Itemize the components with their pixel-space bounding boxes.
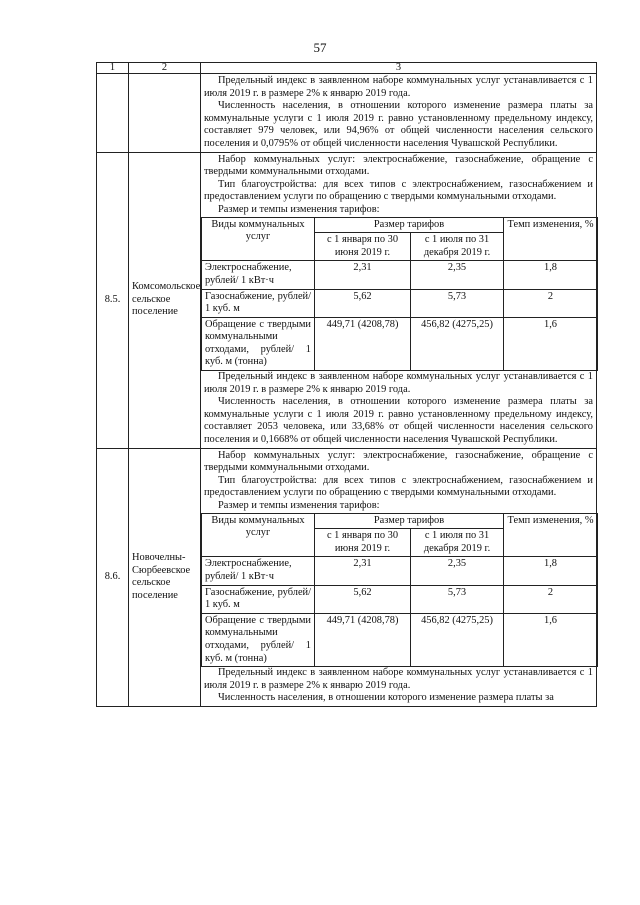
tariff-rate: 1,8 [504,557,598,585]
settlement-name [129,74,201,153]
tariff-header-size: Размер тарифов [315,513,504,529]
tariff-header-kinds: Виды коммунальных услуг [202,513,315,557]
settlement-name: Комсомольское сельское поселение [129,152,201,448]
settlement-row [97,448,597,706]
tariff-header-period-1: с 1 января по 30 июня 2019 г. [315,529,411,557]
tariff-header-period-2: с 1 июля по 31 декабря 2019 г. [411,233,504,261]
tariff-header-size: Размер тарифов [315,217,504,233]
settlement-description [201,448,597,706]
tariff-service: Газоснабжение, рублей/ 1 куб. м [202,585,315,613]
tariff-row [202,557,598,585]
row-number: 8.5. [97,152,129,448]
paragraph: Численность населения, в отношении которого изменение размера платы за коммунальные услуги с 1 июля 2019 г. равно установленному предельному индексу, составляет 2053 человека, или 33,68% от общей численности населения сельского поселения и 0,1668% от общей численности населения Чувашской Республики. [204,396,593,446]
tariff-row [202,613,598,666]
tariff-value-period-1: 5,62 [315,585,411,613]
tariff-header-rate: Темп изменения, % [504,513,598,557]
paragraph: Предельный индекс в заявленном наборе коммунальных услуг устанавливается с 1 июля 2019 г. в размере 2% к январю 2019 года. [204,667,593,691]
tariff-table [201,217,598,372]
tariff-value-period-2: 5,73 [411,585,504,613]
tariff-value-period-2: 456,82 (4275,25) [411,317,504,370]
tariff-value-period-2: 456,82 (4275,25) [411,613,504,666]
tariff-caption: Размер и темпы изменения тарифов: [218,500,380,511]
paragraph: Тип благоустройства: для всех типов с электроснабжением, газоснабжением и предоставлением услуги по обращению с твердыми коммунальными отходами. [204,474,593,499]
settlement-name: Новочелны-Сюрбеевское сельское поселение [129,448,201,706]
tariff-service: Газоснабжение, рублей/ 1 куб. м [202,289,315,317]
tariff-row [202,585,598,613]
tariff-service: Обращение с твердыми коммунальными отходами, рублей/ 1 куб. м (тонна) [202,317,315,370]
tariff-value-period-1: 5,62 [315,289,411,317]
description-bottom [204,371,593,447]
tariff-rate: 2 [504,289,598,317]
tariff-value-period-2: 2,35 [411,261,504,289]
paragraph: Численность населения, в отношении которого изменение размера платы за [218,692,554,704]
tariff-value-period-1: 449,71 (4208,78) [315,613,411,666]
tariff-row [202,317,598,370]
tariff-row [202,289,598,317]
paragraph: Набор коммунальных услуг: электроснабжение, газоснабжение, обращение с твердыми коммунальными отходами. [204,449,593,474]
column-header-1: 1 [97,63,129,74]
tariff-value-period-1: 449,71 (4208,78) [315,317,411,370]
tariff-header-row [202,217,598,233]
tariff-rate: 1,6 [504,317,598,370]
settlement-row [97,74,597,153]
tariff-header-kinds: Виды коммунальных услуг [202,217,315,261]
tariff-service: Электроснабжение, рублей/ 1 кВт·ч [202,557,315,585]
description-bottom [204,667,593,705]
description-top [204,450,593,500]
tariff-rate: 2 [504,585,598,613]
row-number: 8.6. [97,448,129,706]
description-top [204,154,593,204]
tariff-document-table [96,62,597,707]
column-header-3: 3 [201,63,597,74]
tariff-rate: 1,6 [504,613,598,666]
settlement-description [201,74,597,153]
tariff-caption: Размер и темпы изменения тарифов: [218,203,380,215]
tariff-header-row [202,513,598,529]
tariff-header-period-1: с 1 января по 30 июня 2019 г. [315,233,411,261]
tariff-header-rate: Темп изменения, % [504,217,598,261]
tariff-service: Обращение с твердыми коммунальными отходами, рублей/ 1 куб. м (тонна) [202,613,315,666]
row-number [97,74,129,153]
column-header-2: 2 [129,63,201,74]
settlement-row [97,152,597,448]
tariff-rate: 1,8 [504,261,598,289]
tariff-value-period-2: 5,73 [411,289,504,317]
paragraph: Предельный индекс в заявленном наборе коммунальных услуг устанавливается с 1 июля 2019 г. в размере 2% к январю 2019 года. [204,371,593,395]
description-bottom [204,75,593,151]
tariff-row [202,261,598,289]
settlement-description [201,152,597,448]
paragraph: Тип благоустройства: для всех типов с электроснабжением, газоснабжением и предоставлением услуги по обращению с твердыми коммунальными отходами. [204,178,593,203]
paragraph: Численность населения, в отношении которого изменение размера платы за коммунальные услуги с 1 июля 2019 г. равно установленному предельному индексу, составляет 979 человек, или 94,96% от общей численности населения сельского поселения и 0,0795% от общей численности населения Чувашской Республики. [204,100,593,149]
tariff-value-period-1: 2,31 [315,557,411,585]
tariff-value-period-2: 2,35 [411,557,504,585]
tariff-header-period-2: с 1 июля по 31 декабря 2019 г. [411,529,504,557]
paragraph: Предельный индекс в заявленном наборе коммунальных услуг устанавливается с 1 июля 2019 г. в размере 2% к январю 2019 года. [204,75,593,99]
column-header-row [97,63,597,74]
tariff-service: Электроснабжение, рублей/ 1 кВт·ч [202,261,315,289]
paragraph: Набор коммунальных услуг: электроснабжение, газоснабжение, обращение с твердыми коммунальными отходами. [204,153,593,178]
tariff-value-period-1: 2,31 [315,261,411,289]
page-number: 57 [313,40,327,55]
tariff-table [201,513,598,668]
